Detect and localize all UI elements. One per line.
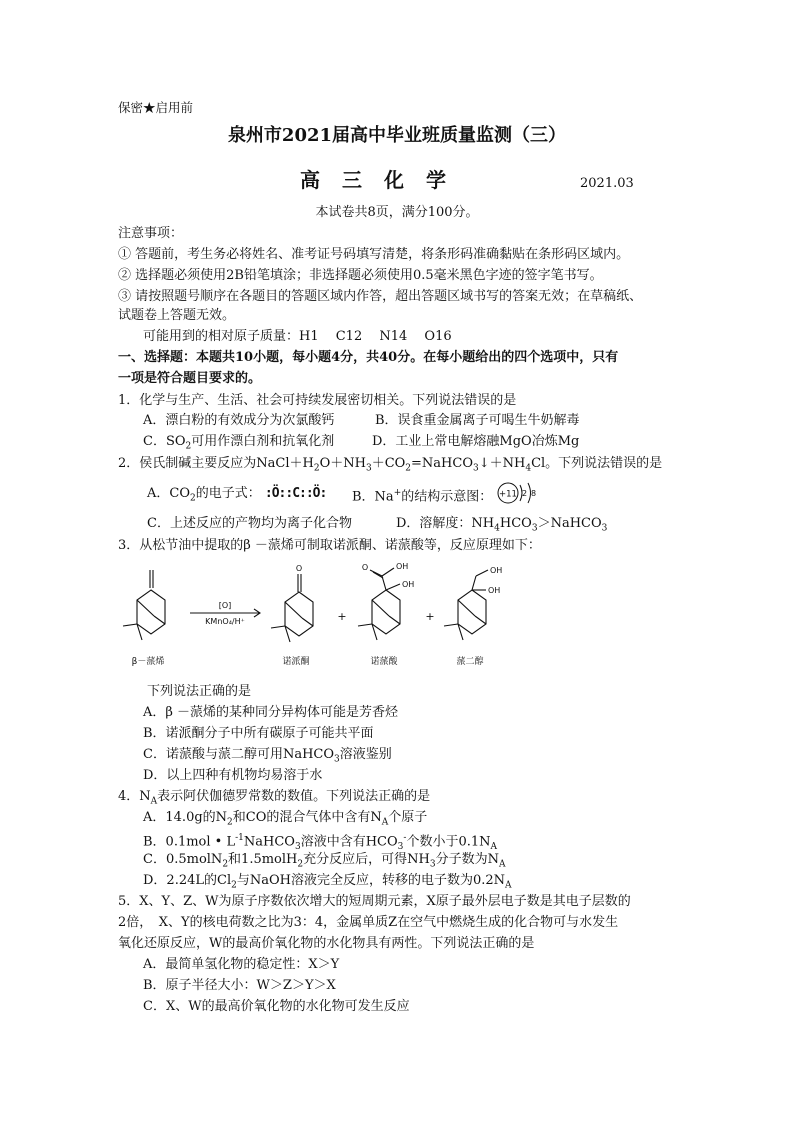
note-2: ② 选择题必须使用2B铅笔填涂；非选择题必须使用0.5毫米黑色字迹的签字笔书写。 bbox=[118, 268, 603, 283]
nopinic-acid-label: 诺蒎酸 bbox=[370, 657, 398, 667]
plus-sign-2: + bbox=[425, 610, 435, 623]
q2-stem: 2．侯氏制碱主要反应为$NaCl+H_2O+NH_3+CO_2=NaHCO_3↓+NH_4Cl$。下列说法错误的是 bbox=[118, 456, 663, 474]
reaction-scheme bbox=[118, 560, 548, 672]
q5-option-b: B．原子半径大小：W＞Z＞Y＞X bbox=[143, 978, 336, 993]
confidential-mark: 保密★启用前 bbox=[118, 100, 194, 115]
subject-title: 高三化学 bbox=[300, 168, 468, 192]
section-heading-2: 一项是符合题目要求的。 bbox=[118, 371, 262, 386]
q1-option-b: B．误食重金属离子可喝生牛奶解毒 bbox=[375, 413, 580, 428]
section-heading-1: 一、选择题：本题共10小题，每小题4分，共40分。在每小题给出的四个选项中，只有 bbox=[118, 350, 619, 365]
q4-option-a: A．14.0g的$N_2$和CO的混合气体中含有$N_A$个原子 bbox=[143, 810, 428, 828]
co2-lewis-structure: :Ö::C::Ö: bbox=[264, 486, 327, 501]
nopinone-o-label: O bbox=[295, 564, 303, 573]
q4-stem: 4．$N_A$表示阿伏伽德罗常数的数值。下列说法正确的是 bbox=[118, 789, 431, 807]
q1-option-a: A．漂白粉的有效成分为次氯酸钙 bbox=[143, 413, 335, 428]
note-1: ① 答题前，考生务必将姓名、准考证号码填写清楚，将条形码准确黏贴在条形码区域内。 bbox=[118, 247, 630, 262]
note-3b: 试题卷上答题无效。 bbox=[118, 308, 236, 323]
shell-1-label: 2 bbox=[522, 489, 528, 498]
nopinone-label: 诺派酮 bbox=[282, 657, 310, 667]
q3-sub-stem: 下列说法正确的是 bbox=[147, 684, 252, 699]
q4-option-c: C．0.5molN$_2$和1.5molH$_2$充分反应后，可得$NH_3$分子数为$N_A$ bbox=[143, 852, 506, 870]
q5-stem-line-1: 5．X、Y、Z、W为原子序数依次增大的短周期元素，X原子最外层电子数是其电子层数的 bbox=[118, 894, 631, 909]
nopinone-structure bbox=[271, 574, 313, 642]
diol-oh-label-2: OH bbox=[488, 586, 501, 595]
q1-option-c: C．$SO_2$可用作漂白剂和抗氧化剂 bbox=[143, 434, 335, 452]
q5-stem-line-2: 2倍， X、Y的核电荷数之比为3：4，金属单质Z在空气中燃烧生成的化合物可与水发生 bbox=[118, 915, 619, 930]
acid-o-label: O bbox=[361, 563, 369, 572]
nucleus-label: +11 bbox=[499, 489, 517, 500]
q5-stem-line-3: 氧化还原反应，W的最高价氧化物的水化物具有两性。下列说法正确的是 bbox=[118, 936, 535, 951]
plus-sign-1: + bbox=[337, 610, 347, 623]
q2-option-c: C．上述反应的产物均为离子化合物 bbox=[147, 516, 352, 531]
acid-oh-label-2: OH bbox=[402, 580, 415, 589]
shell-2-label: 8 bbox=[531, 489, 537, 498]
exam-info: 本试卷共8页，满分100分。 bbox=[315, 205, 479, 220]
q5-option-a: A．最简单氢化物的稳定性：X＞Y bbox=[143, 957, 340, 972]
exam-title: 泉州市2021届高中毕业班质量监测（三） bbox=[227, 125, 567, 146]
atomic-masses: 可能用到的相对原子质量：H1 C12 N14 O16 bbox=[143, 329, 452, 344]
beta-pinene-structure bbox=[123, 570, 165, 640]
q3-stem: 3．从松节油中提取的β －蒎烯可制取诺派酮、诺蒎酸等，反应原理如下： bbox=[118, 538, 541, 553]
reagent-oxidant: [O] bbox=[218, 601, 232, 610]
q4-option-b: B．0.1mol • $L^{-1}NaHCO_3$溶液中含有$HCO_3^-$个数小于$0.1N_A$ bbox=[143, 833, 497, 852]
reagent-kmno4: KMnO₄/H⁺ bbox=[205, 617, 245, 626]
nopinic-acid-structure bbox=[358, 568, 400, 640]
q3-option-a: A．β －蒎烯的某种同分异构体可能是芳香烃 bbox=[143, 705, 399, 720]
note-3a: ③ 请按照题号顺序在各题目的答题区域内作答，超出答题区域书写的答案无效；在草稿纸、 bbox=[118, 289, 643, 304]
beta-pinene-label: β－蒎烯 bbox=[131, 657, 165, 667]
q3-option-b: B．诺派酮分子中所有碳原子可能共平面 bbox=[143, 726, 374, 741]
q2-option-d: D．溶解度：$NH_4HCO_3>NaHCO_3$ bbox=[396, 516, 608, 534]
exam-date: 2021.03 bbox=[580, 176, 634, 191]
q1-stem: 1．化学与生产、生活、社会可持续发展密切相关。下列说法错误的是 bbox=[118, 393, 517, 408]
sodium-ion-structure-diagram bbox=[494, 478, 540, 508]
q3-option-c: C．诺蒎酸与蒎二醇可用NaHCO$_3$溶液鉴别 bbox=[143, 747, 392, 765]
pinanediol-label: 蒎二醇 bbox=[456, 657, 484, 667]
q2-option-b: B．Na+的结构示意图： bbox=[352, 488, 493, 505]
pinanediol-structure bbox=[444, 570, 488, 640]
q4-option-d: D．2.24L的$Cl_2$与NaOH溶液完全反应，转移的电子数为$0.2N_A$ bbox=[143, 873, 512, 891]
acid-oh-label-1: OH bbox=[396, 562, 409, 571]
q3-option-d: D．以上四种有机物均易溶于水 bbox=[143, 768, 323, 783]
q1-option-d: D．工业上常电解熔融MgO冶炼Mg bbox=[372, 434, 580, 449]
diol-oh-label-1: OH bbox=[490, 566, 503, 575]
q2-option-a: A．$CO_2$的电子式： :Ö::C::Ö: bbox=[147, 486, 327, 504]
q5-option-c: C．X、W的最高价氧化物的水化物可发生反应 bbox=[143, 999, 410, 1014]
notes-heading: 注意事项： bbox=[118, 226, 184, 241]
